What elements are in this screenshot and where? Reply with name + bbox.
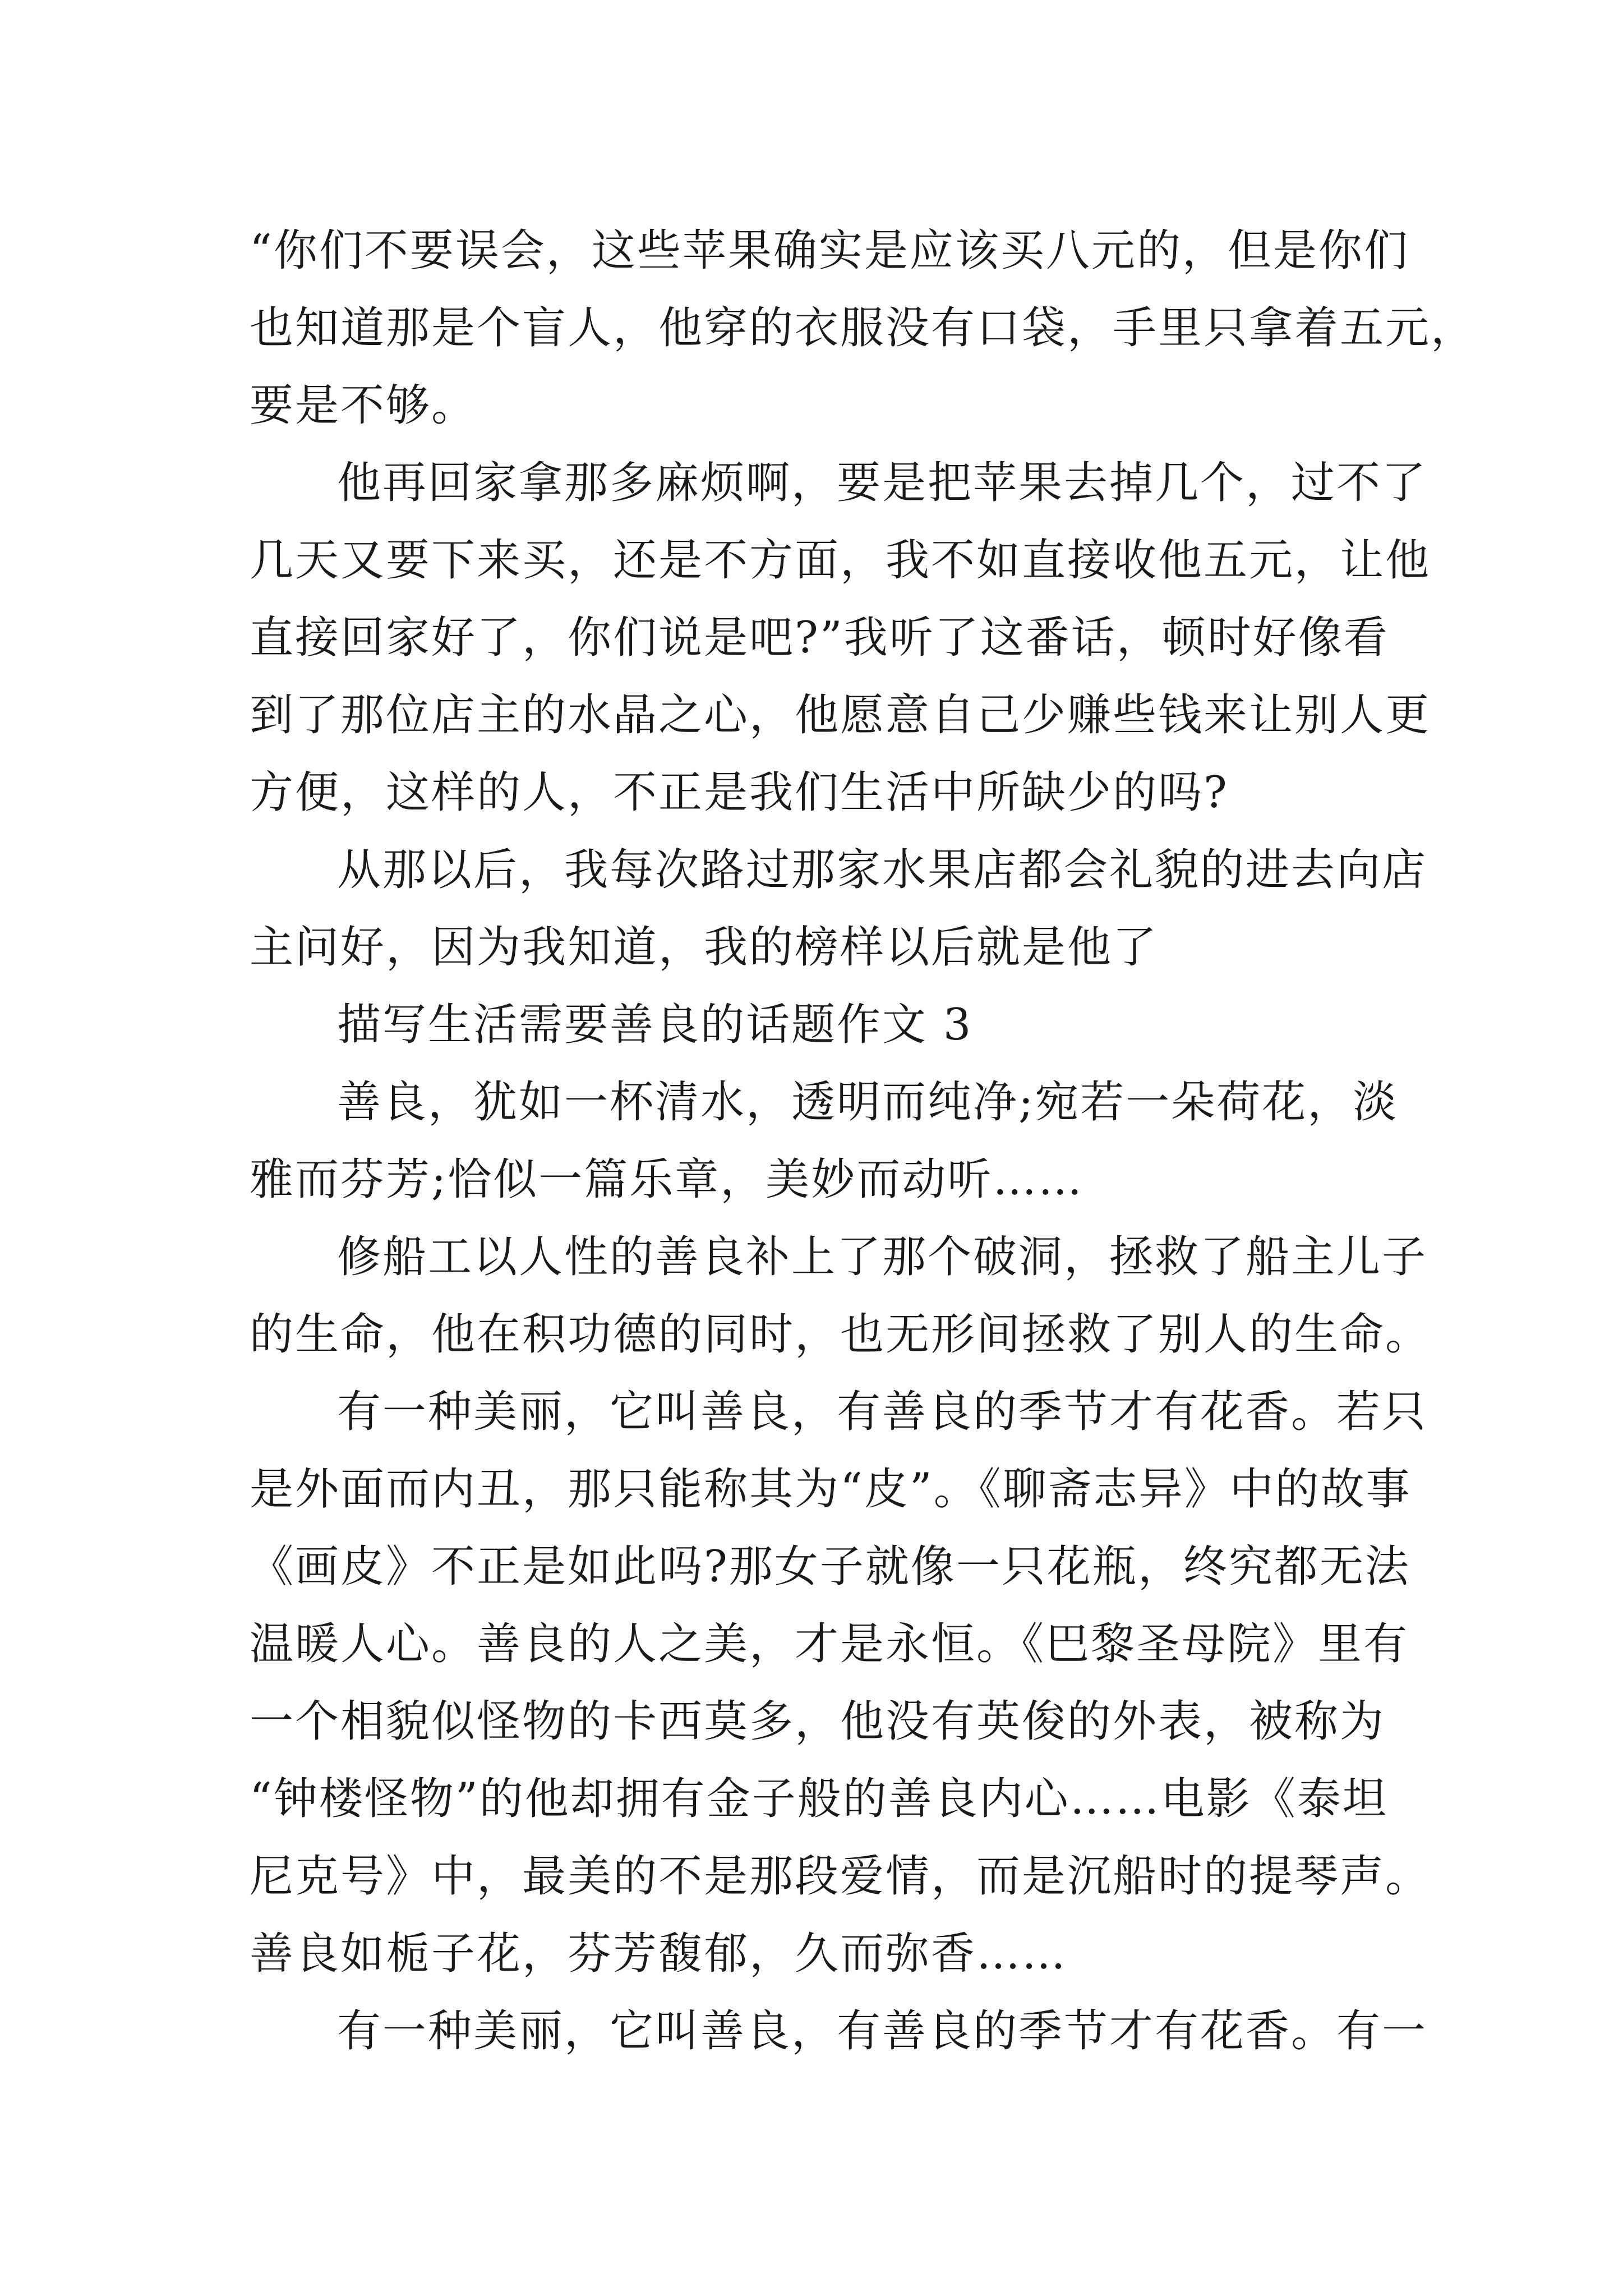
- text-line: 温暖人心。善良的人之美，才是永恒。《巴黎圣母院》里有: [250, 1619, 1409, 1669]
- text-line: 也知道那是个盲人，他穿的衣服没有口袋，手里只拿着五元，: [250, 303, 1477, 353]
- text-line: “钟楼怪物”的他却拥有金子般的善良内心……电影《泰坦: [250, 1774, 1388, 1824]
- essay-text: [250, 212, 1477, 2070]
- section-heading: 描写生活需要善良的话题作文 3: [337, 1000, 973, 1050]
- text-line: 一个相貌似怪物的卡西莫多，他没有英俊的外表，被称为: [250, 1696, 1386, 1747]
- text-line: 善良如栀子花，芬芳馥郁，久而弥香……: [250, 1929, 1068, 1979]
- text-line: 的生命，他在积功德的同时，也无形间拯救了别人的生命。: [250, 1309, 1431, 1360]
- text-line: “你们不要误会，这些苹果确实是应该买八元的，但是你们: [250, 226, 1409, 276]
- text-line: 尼克号》中，最美的不是那段爱情，而是沉船时的提琴声。: [250, 1851, 1431, 1902]
- text-line: 《画皮》不正是如此吗?那女子就像一只花瓶，终究都无法: [250, 1542, 1410, 1592]
- text-line: 是外面而内丑，那只能称其为“皮”。《聊斋志异》中的故事: [250, 1464, 1412, 1515]
- text-line: 到了那位店主的水晶之心，他愿意自己少赚些钱来让别人更: [250, 690, 1431, 740]
- text-line: 从那以后，我每次路过那家水果店都会礼貌的进去向店: [337, 845, 1428, 895]
- text-line: 有一种美丽，它叫善良，有善良的季节才有花香。有一: [337, 2006, 1428, 2056]
- text-line: 几天又要下来买，还是不方面，我不如直接收他五元，让他: [250, 535, 1431, 586]
- text-line: 有一种美丽，它叫善良，有善良的季节才有花香。若只: [337, 1387, 1428, 1437]
- text-line: 善良，犹如一杯清水，透明而纯净;宛若一朵荷花，淡: [337, 1077, 1399, 1128]
- text-line: 他再回家拿那多麻烦啊，要是把苹果去掉几个，过不了: [337, 458, 1428, 508]
- text-line: 要是不够。: [250, 380, 477, 431]
- text-line: 雅而芬芳;恰似一篇乐章，美妙而动听……: [250, 1154, 1084, 1205]
- text-line: 直接回家好了，你们说是吧?”我听了这番话，顿时好像看: [250, 613, 1389, 663]
- text-line: 修船工以人性的善良补上了那个破洞，拯救了船主儿子: [337, 1232, 1428, 1282]
- text-line: 方便，这样的人，不正是我们生活中所缺少的吗?: [250, 767, 1229, 818]
- text-line: 主问好，因为我知道，我的榜样以后就是他了: [250, 922, 1159, 973]
